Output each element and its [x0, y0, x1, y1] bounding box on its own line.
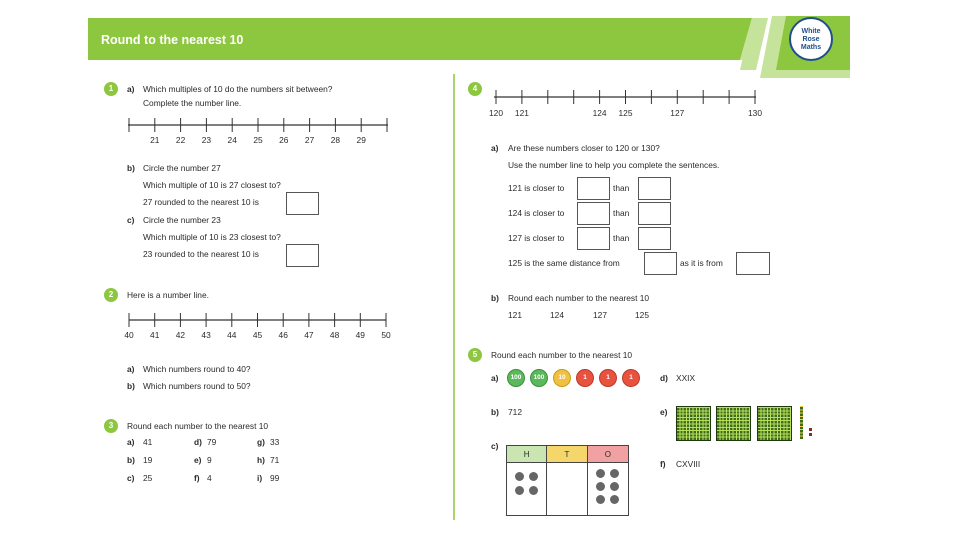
q4a-text-1: Are these numbers closer to 120 or 130?: [508, 143, 660, 153]
q4-row4-start: 125 is the same distance from: [508, 258, 620, 268]
q4-row-mid: than: [613, 183, 630, 193]
pv-cell-hundreds: [507, 463, 547, 515]
q4-row2-box-1[interactable]: [577, 202, 610, 225]
q5d-value: XXIX: [676, 373, 696, 383]
q4a-label: a): [491, 143, 499, 153]
q1a-text-2: Complete the number line.: [143, 98, 242, 108]
question-4-badge: 4: [468, 82, 482, 96]
q3-item-label: d): [194, 437, 202, 447]
number-line-label: 23: [201, 135, 212, 145]
q3-item-value: 4: [207, 473, 212, 483]
number-line-label: 25: [253, 135, 263, 145]
q4-row2-box-2[interactable]: [638, 202, 671, 225]
q1b-text-2: Which multiple of 10 is 27 closest to?: [143, 180, 281, 190]
q4-row1-box-2[interactable]: [638, 177, 671, 200]
number-line-label: 121: [514, 108, 529, 118]
q1b-text-3: 27 rounded to the nearest 10 is: [143, 197, 259, 207]
q1c-label: c): [127, 215, 135, 225]
coin-1: 1: [599, 369, 617, 387]
q5e-label: e): [660, 407, 668, 417]
number-line-label: 45: [252, 330, 263, 340]
base-ten-hundred-block: [676, 406, 711, 441]
q4a-text-2: Use the number line to help you complete the sentences.: [508, 160, 720, 170]
number-line-label: 125: [618, 108, 633, 118]
coin-100: 100: [530, 369, 548, 387]
question-3-badge: 3: [104, 419, 118, 433]
q3-item-value: 79: [207, 437, 217, 447]
number-line-label: 43: [201, 330, 211, 340]
coin-10: 10: [553, 369, 571, 387]
pv-header-tens: T: [547, 446, 587, 463]
counter: [610, 482, 619, 491]
pv-cell-ones: [588, 463, 628, 515]
number-line-label: 29: [356, 135, 366, 145]
number-line-label: 47: [304, 330, 314, 340]
q5f-value: CXVIII: [676, 459, 701, 469]
logo-line-3: Maths: [800, 44, 822, 51]
counter: [515, 486, 524, 495]
number-line-label: 130: [748, 108, 762, 118]
q2b-text: Which numbers round to 50?: [143, 381, 251, 391]
q3-item-value: 9: [207, 455, 212, 465]
q3-item-value: 33: [270, 437, 280, 447]
number-line-label: 41: [150, 330, 160, 340]
q4b-value: 127: [593, 310, 607, 320]
counter: [596, 469, 605, 478]
counter: [596, 495, 605, 504]
coin-1: 1: [622, 369, 640, 387]
q5a-label: a): [491, 373, 499, 383]
q4-row4-mid: as it is from: [680, 258, 723, 268]
counter: [529, 472, 538, 481]
number-line-label: 26: [279, 135, 289, 145]
q1-number-line: [120, 112, 395, 146]
place-value-chart: [506, 445, 629, 516]
q3-item-value: 41: [143, 437, 153, 447]
q3-item-label: i): [257, 473, 263, 483]
number-line-label: 28: [330, 135, 341, 145]
base-ten-one-cube: [809, 428, 812, 431]
q3-item-value: 25: [143, 473, 153, 483]
q4-row-mid: than: [613, 208, 630, 218]
number-line-label: 40: [124, 330, 134, 340]
q1c-text-2: Which multiple of 10 is 23 closest to?: [143, 232, 281, 242]
q1c-text-1: Circle the number 23: [143, 215, 221, 225]
q2-intro: Here is a number line.: [127, 290, 209, 300]
number-line-label: 50: [381, 330, 391, 340]
q4-row4-box-2[interactable]: [736, 252, 770, 275]
q1b-label: b): [127, 163, 135, 173]
q1b-text-1: Circle the number 27: [143, 163, 221, 173]
q2a-label: a): [127, 364, 135, 374]
q5d-label: d): [660, 373, 668, 383]
q3-item-value: 19: [143, 455, 153, 465]
q2a-text: Which numbers round to 40?: [143, 364, 251, 374]
coin-1: 1: [576, 369, 594, 387]
base-ten-one-cube: [809, 433, 812, 436]
q3-item-label: e): [194, 455, 202, 465]
q4b-text: Round each number to the nearest 10: [508, 293, 650, 303]
q4-row-start: 121 is closer to: [508, 183, 565, 193]
number-line-label: 44: [227, 330, 237, 340]
number-line-label: 21: [150, 135, 160, 145]
q4-row3-box-1[interactable]: [577, 227, 610, 250]
logo-line-2: Rose: [802, 36, 820, 43]
q5c-label: c): [491, 441, 499, 451]
q3-item-value: 71: [270, 455, 280, 465]
counter: [610, 469, 619, 478]
q4b-value: 121: [508, 310, 522, 320]
question-1-badge: 1: [104, 82, 118, 96]
q4-row1-box-1[interactable]: [577, 177, 610, 200]
number-line-label: 22: [175, 135, 186, 145]
question-2-badge: 2: [104, 288, 118, 302]
column-divider: [453, 74, 455, 520]
q5-intro: Round each number to the nearest 10: [491, 350, 633, 360]
q4-row-start: 127 is closer to: [508, 233, 565, 243]
q1a-label: a): [127, 84, 135, 94]
white-rose-maths-logo: [789, 17, 833, 61]
number-line-label: 124: [592, 108, 607, 118]
base-ten-hundred-block: [716, 406, 751, 441]
q4-row4-box-1[interactable]: [644, 252, 677, 275]
q1b-answer-box[interactable]: [286, 192, 319, 215]
q4b-value: 125: [635, 310, 649, 320]
q3-item-value: 99: [270, 473, 280, 483]
pv-header-ones: O: [588, 446, 628, 463]
counter: [515, 472, 524, 481]
counter: [610, 495, 619, 504]
q3-intro: Round each number to the nearest 10: [127, 421, 269, 431]
q3-item-label: h): [257, 455, 265, 465]
q3-item-label: f): [194, 473, 200, 483]
number-line-label: 127: [670, 108, 685, 118]
base-ten-ten-rod: [800, 406, 803, 439]
q4-row-mid: than: [613, 233, 630, 243]
q5b-label: b): [491, 407, 499, 417]
q1c-answer-box[interactable]: [286, 244, 319, 267]
q3-item-label: g): [257, 437, 265, 447]
pv-header-hundreds: H: [507, 446, 547, 463]
question-5-badge: 5: [468, 348, 482, 362]
q4-number-line: [480, 86, 770, 120]
q5b-value: 712: [508, 407, 522, 417]
q4-row3-box-2[interactable]: [638, 227, 671, 250]
number-line-label: 49: [355, 330, 365, 340]
number-line-label: 48: [329, 330, 340, 340]
number-line-label: 24: [227, 135, 237, 145]
coin-100: 100: [507, 369, 525, 387]
q2b-label: b): [127, 381, 135, 391]
number-line-label: 46: [278, 330, 288, 340]
q2-number-line: [120, 306, 395, 342]
q4-row-start: 124 is closer to: [508, 208, 565, 218]
counter: [529, 486, 538, 495]
logo-line-1: White: [801, 28, 821, 35]
number-line-label: 27: [304, 135, 315, 145]
q3-item-label: a): [127, 437, 135, 447]
pv-cell-tens: [547, 463, 587, 515]
q4b-value: 124: [550, 310, 564, 320]
q4b-label: b): [491, 293, 499, 303]
q5f-label: f): [660, 459, 666, 469]
number-line-label: 42: [175, 330, 186, 340]
q3-item-label: b): [127, 455, 135, 465]
number-line-label: 120: [489, 108, 503, 118]
page-title: Round to the nearest 10: [101, 33, 244, 47]
base-ten-hundred-block: [757, 406, 792, 441]
q3-item-label: c): [127, 473, 135, 483]
q1a-text-1: Which multiples of 10 do the numbers sit between?: [143, 84, 333, 94]
counter: [596, 482, 605, 491]
q1c-text-3: 23 rounded to the nearest 10 is: [143, 249, 259, 259]
